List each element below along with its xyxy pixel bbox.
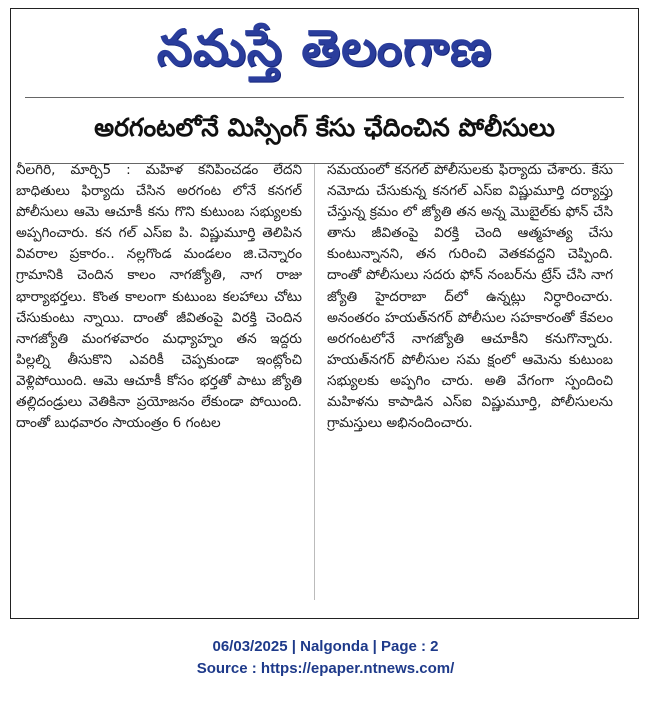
article-paragraph-left: నీలగిరి, మార్చి5 : మహిళ కనిపించడం లేదని బాధితులు ఫిర్యాదు చేసిన అరగంట లోనే కనగల్ పోలీసులు ఆమె ఆచూకీ కను గొని కుటుంబ సభ్యులకు అప్పగించారు. కన గల్ ఎస్ఐ పి. విష్ణుమూర్తి తెలిపిన వివరాల ప్రకారం.. నల్లగొండ మండలం జి.చెన్నారం గ్రామానికి చెందిన కాలం నాగజ్యోతి, నాగ రాజు భార్యాభర్తలు. కొంత కాలంగా కుటుంబ కలహాలు చోటు చేసుకుంటు న్నాయి. దాంతో జీవితంపై విరక్తి చెందిన నాగజ్యోతి మంగళవారం మధ్యాహ్నం తన ఇద్దరు పిల్లల్ని తీసుకొని ఎవరికీ చెప్పకుండా ఇంట్లోంచి వెళ్లిపోయింది. ఆమె ఆచూకీ కోసం భర్తతో పాటు జ్యోతి తల్లిదండ్రులు వెతికినా ప్రయోజనం లేకుండా పోయింది. దాంతో బుధవారం సాయంత్రం 6 గంటల xyxy=(16,162,302,432)
article-column-right xyxy=(327,160,613,606)
masthead xyxy=(11,13,638,83)
article-body xyxy=(16,160,613,606)
article-column-left xyxy=(16,160,302,606)
edition-info: 06/03/2025 | Nalgonda | Page : 2 xyxy=(212,638,439,655)
article-paragraph-right: సమయంలో కనగల్ పోలీసులకు ఫిర్యాదు చేశారు. కేసు నమోదు చేసుకున్న కనగల్ ఎస్ఐ విష్ణుమూర్తి దర్యాప్తు చేస్తున్న క్రమం లో జ్యోతి తన అన్న మొబైల్‌కు ఫోన్ చేసి తాను జీవితంపై విరక్తి చెంది ఆత్మహత్య చేసు కుంటున్నానని, తన గురించి వెతకవద్దని చెప్పింది. దాంతో పోలీసులు సదరు ఫోన్ నంబర్‌ను ట్రేస్ చేసి నాగ జ్యోతి హైదరాబా ద్‌లో ఉన్నట్లు నిర్ధారించారు. అనంతరం హయత్‌నగర్ పోలీసుల సహకారంతో కేవలం అరగంటలోనే నాగజ్యోతి ఆచూకీని కనుగొన్నారు. హయత్‌నగర్ పోలీసుల సమ క్షంలో ఆమెను కుటుంబ సభ్యులకు అప్పగిం చారు. అతి వేగంగా స్పందించి మహిళను కాపాడిన ఎస్ఐ విష్ణుమూర్తి, పోలీసులను గ్రామస్తులు అభినందించారు. xyxy=(327,162,613,432)
headline-top-rule xyxy=(25,97,624,98)
source-link[interactable]: Source : https://epaper.ntnews.com/ xyxy=(196,660,455,677)
article-headline: అరగంటలోనే మిస్సింగ్ కేసు ఛేదించిన పోలీసులు xyxy=(94,113,555,142)
newspaper-logo: నమస్తే తెలంగాణ xyxy=(156,19,493,77)
